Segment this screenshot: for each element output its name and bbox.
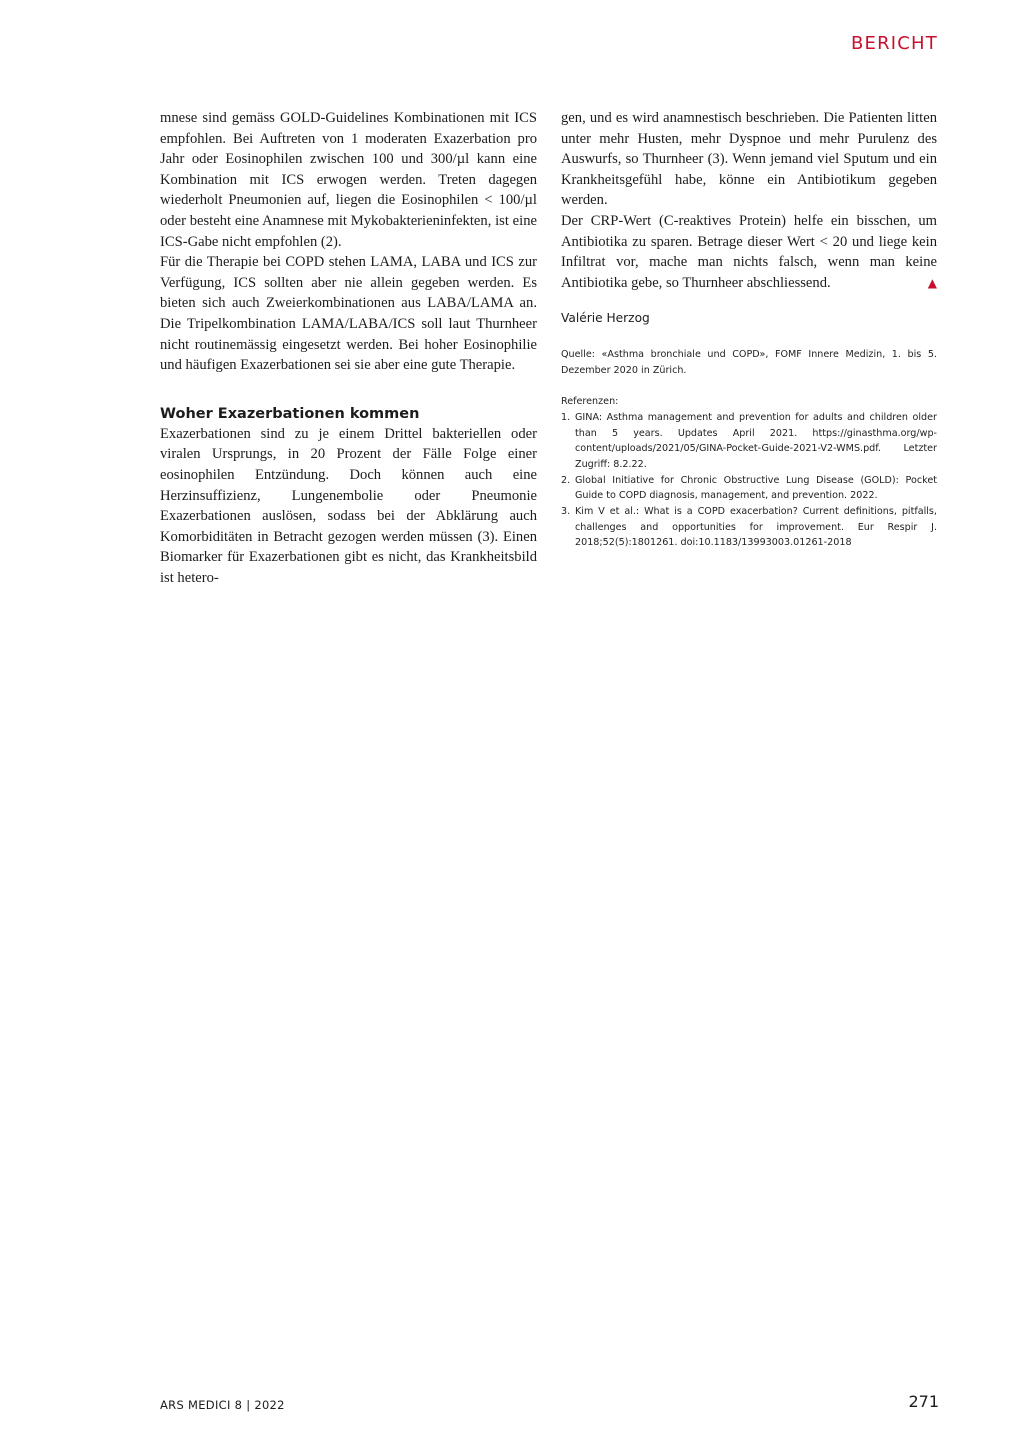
section-subheading: Woher Exazerbationen kommen	[160, 405, 420, 422]
body-paragraph: Exazerbationen sind zu je einem Drittel bakteriellen oder viralen Ursprungs, in 20 Prozent der Fälle Folge einer eosinophilen Entzündung. Doch können auch eine Herzinsuffizienz, Lungenembolie oder Pneumonie Exazerbationen auslösen, sodass bei der Abklärung auch Komorbiditäten in Betracht gezogen werden müssen (3). Einen Biomarker für Exazerbationen gibt es nicht, das Krankheitsbild ist hetero-	[160, 425, 537, 586]
reference-number: 2.	[561, 474, 571, 486]
body-paragraph: Für die Therapie bei COPD stehen LAMA, LABA und ICS zur Verfügung, ICS sollten aber nie allein gegeben werden. Es bieten sich auch Zweierkombinationen aus LABA/LAMA an. Die Tripelkombination LAMA/LABA/ICS soll laut Thurnheer nicht routinemässig eingesetzt werden. Bei hoher Eosinophilie und häufigen Exazerbationen sei sie aber eine gute Therapie.	[160, 254, 537, 374]
body-paragraph-final	[561, 211, 937, 293]
reference-text: Kim V et al.: What is a COPD exacerbation? Current definitions, pitfalls, challenges and opportunities for improvement. Eur Respir J. 2018;52(5):1801261. doi:10.1183/13993003.01261-2018	[575, 506, 937, 549]
page-number: 271	[908, 1392, 939, 1411]
body-paragraph: mnese sind gemäss GOLD-Guidelines Kombinationen mit ICS empfohlen. Bei Auftreten von 1 moderaten Exazerbation pro Jahr oder Eosinophilen zwischen 100 und 300/µl kann eine Kombination mit ICS erwogen werden. Treten dagegen wiederholt Pneumonien auf, liegen die Eosinophilen < 100/µl oder besteht eine Anamnese mit Mykobakterieninfekten, ist eine ICS-Gabe nicht empfohlen (2).	[160, 110, 537, 250]
reference-item	[561, 410, 937, 473]
footer-journal-issue: ARS MEDICI 8 | 2022	[160, 1398, 285, 1412]
section-label: BERICHT	[850, 33, 938, 54]
reference-item	[561, 504, 937, 551]
reference-text: Global Initiative for Chronic Obstructive Lung Disease (GOLD): Pocket Guide to COPD diagnosis, management, and prevention. 2022.	[575, 474, 937, 502]
reference-text: GINA: Asthma management and prevention for adults and children older than 5 years. Updates April 2021. https://ginasthma.org/wp-content/uploads/2021/05/GINA-Pocket-Guide-2021-V2-WMS.pdf. Letzter Zugriff: 8.2.22.	[575, 411, 937, 470]
body-paragraph: gen, und es wird anamnestisch beschrieben. Die Patienten litten unter mehr Husten, mehr Dyspnoe und mehr Purulenz des Auswurfs, so Thurnheer (3). Wenn jemand viel Sputum und ein Krankheitsgefühl habe, könne ein Antibiotikum gegeben werden.	[561, 110, 937, 209]
reference-number: 3.	[561, 506, 571, 518]
body-paragraph-text: Der CRP-Wert (C-reaktives Protein) helfe ein bisschen, um Antibiotika zu sparen. Betrage dieser Wert < 20 und liege kein Infiltrat vor, mache man nichts falsch, wenn man keine Antibiotika gebe, so Thurnheer abschliessend.	[561, 212, 937, 291]
right-column	[561, 108, 937, 551]
author-name: Valérie Herzog	[561, 311, 650, 326]
reference-item	[561, 473, 937, 504]
reference-number: 1.	[561, 411, 571, 423]
source-note: Quelle: «Asthma bronchiale und COPD», FOMF Innere Medizin, 1. bis 5. Dezember 2020 in Zürich.	[561, 349, 937, 376]
references-title: Referenzen:	[561, 396, 619, 408]
article-end-triangle-icon: ▲	[927, 275, 937, 290]
left-column	[160, 108, 537, 588]
references-list	[561, 410, 937, 551]
